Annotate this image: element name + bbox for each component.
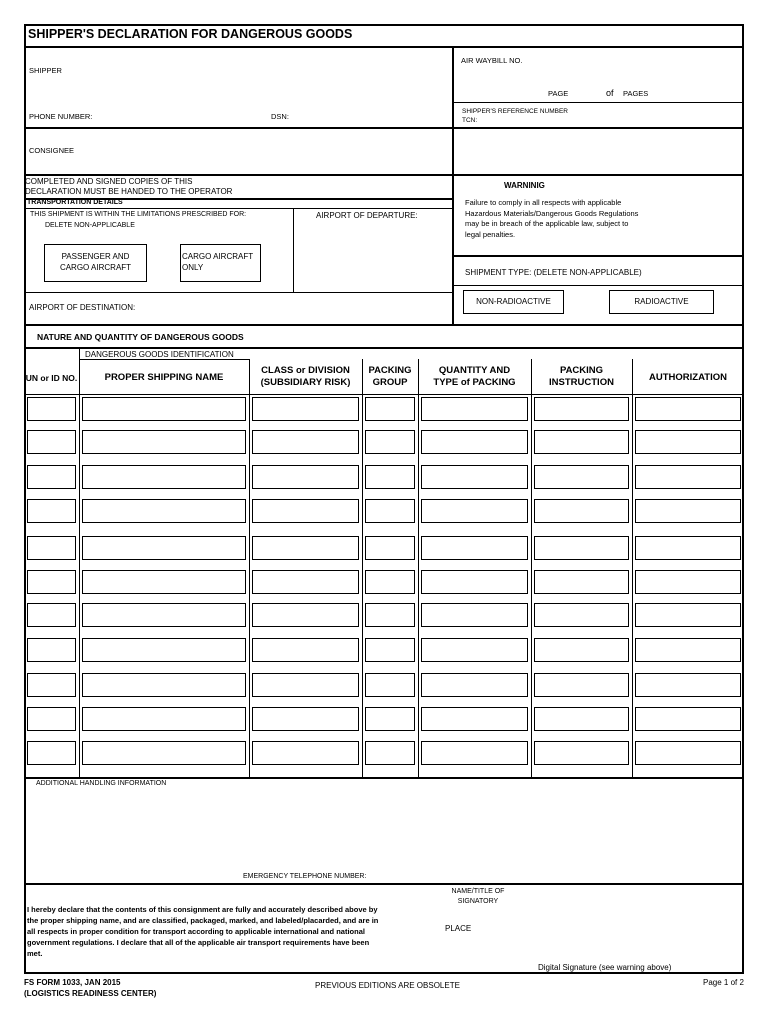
quantity-field[interactable] xyxy=(421,741,528,765)
declaration-line: I hereby declare that the contents of this consignment are fully and accurately described above by xyxy=(27,905,378,914)
completed-line: DECLARATION MUST BE HANDED TO THE OPERATOR xyxy=(25,187,233,196)
divider xyxy=(79,359,249,360)
packing-instruction-field[interactable] xyxy=(534,603,629,627)
un-id-field[interactable] xyxy=(27,570,76,594)
col-packing-instruction xyxy=(531,365,632,389)
warning-title: WARNINIG xyxy=(504,181,545,190)
un-id-field[interactable] xyxy=(27,499,76,523)
divider xyxy=(24,777,744,779)
un-id-field[interactable] xyxy=(27,536,76,560)
airport-departure-label: AIRPORT OF DEPARTURE: xyxy=(316,211,418,220)
declaration-text xyxy=(27,904,378,959)
column-divider xyxy=(418,359,419,777)
cargo-line: CARGO AIRCRAFT xyxy=(182,252,254,261)
phone-label: PHONE NUMBER: xyxy=(29,112,93,121)
authorization-field[interactable] xyxy=(635,638,741,662)
quantity-field[interactable] xyxy=(421,465,528,489)
col-class-line: CLASS or DIVISION xyxy=(261,365,350,376)
divider xyxy=(452,255,744,257)
packing-group-field[interactable] xyxy=(365,536,415,560)
consignee-label: CONSIGNEE xyxy=(29,146,75,155)
un-id-field[interactable] xyxy=(27,430,76,454)
authorization-field[interactable] xyxy=(635,397,741,421)
un-id-field[interactable] xyxy=(27,673,76,697)
warning-line: Failure to comply in all respects with applicable xyxy=(465,198,622,207)
class-field[interactable] xyxy=(252,570,359,594)
dg-identification-label: DANGEROUS GOODS IDENTIFICATION xyxy=(85,350,234,359)
shipper-ref-label: SHIPPER'S REFERENCE NUMBER xyxy=(462,108,568,115)
packing-instruction-field[interactable] xyxy=(534,638,629,662)
divider xyxy=(24,292,452,293)
airport-destination-label: AIRPORT OF DESTINATION: xyxy=(29,303,136,312)
packing-group-field[interactable] xyxy=(365,570,415,594)
column-divider xyxy=(362,359,363,777)
packing-group-field[interactable] xyxy=(365,603,415,627)
name-title-line: NAME/TITLE OF xyxy=(451,888,505,895)
col-class xyxy=(249,365,362,389)
un-id-field[interactable] xyxy=(27,707,76,731)
cargo-line: ONLY xyxy=(182,263,204,272)
class-field[interactable] xyxy=(252,603,359,627)
divider xyxy=(452,285,744,286)
class-field[interactable] xyxy=(252,638,359,662)
emergency-phone-label: EMERGENCY TELEPHONE NUMBER: xyxy=(243,873,367,880)
page-number: Page 1 of 2 xyxy=(703,978,744,987)
passenger-cargo-option[interactable] xyxy=(44,244,147,282)
packing-group-field[interactable] xyxy=(365,707,415,731)
quantity-field[interactable] xyxy=(421,570,528,594)
name-title-label xyxy=(438,887,518,907)
tcn-label: TCN: xyxy=(462,117,478,124)
previous-editions: PREVIOUS EDITIONS ARE OBSOLETE xyxy=(315,981,460,990)
col-packing-instruction-line: INSTRUCTION xyxy=(549,377,614,388)
proper-name-field[interactable] xyxy=(82,465,246,489)
un-id-field[interactable] xyxy=(27,397,76,421)
authorization-field[interactable] xyxy=(635,430,741,454)
additional-handling-label: ADDITIONAL HANDLING INFORMATION xyxy=(36,780,167,787)
class-field[interactable] xyxy=(252,536,359,560)
digital-signature-label[interactable]: Digital Signature (see warning above) xyxy=(538,963,672,972)
shipment-type-label: SHIPMENT TYPE: (DELETE NON-APPLICABLE) xyxy=(465,268,642,277)
packing-instruction-field[interactable] xyxy=(534,536,629,560)
packing-group-field[interactable] xyxy=(365,397,415,421)
warning-line: may be in breach of the applicable law, subject to xyxy=(465,219,629,228)
delete-label: DELETE NON-APPLICABLE xyxy=(45,222,135,229)
of-label: of xyxy=(606,88,614,98)
class-field[interactable] xyxy=(252,465,359,489)
quantity-field[interactable] xyxy=(421,397,528,421)
divider xyxy=(293,208,294,292)
col-packing-group xyxy=(362,365,418,389)
form-title: SHIPPER'S DECLARATION FOR DANGEROUS GOODS xyxy=(28,27,353,41)
packing-instruction-field[interactable] xyxy=(534,707,629,731)
class-field[interactable] xyxy=(252,673,359,697)
packing-group-field[interactable] xyxy=(365,638,415,662)
declaration-line: the proper shipping name, and are classified, packaged, marked, and labeled/placarded, and are in xyxy=(27,916,379,925)
col-quantity xyxy=(418,365,531,389)
divider xyxy=(452,46,454,324)
authorization-field[interactable] xyxy=(635,603,741,627)
page-label: PAGE xyxy=(548,89,569,98)
col-packing-group-line: GROUP xyxy=(372,377,408,388)
authorization-field[interactable] xyxy=(635,741,741,765)
col-quantity-line: QUANTITY AND xyxy=(438,365,511,376)
place-label: PLACE xyxy=(445,924,472,933)
packing-instruction-field[interactable] xyxy=(534,673,629,697)
form-number xyxy=(24,977,156,999)
packing-instruction-field[interactable] xyxy=(534,397,629,421)
divider xyxy=(24,127,744,129)
divider xyxy=(24,394,744,395)
nature-label: NATURE AND QUANTITY OF DANGEROUS GOODS xyxy=(37,332,244,342)
col-un-id: UN or ID NO. xyxy=(25,373,78,383)
class-field[interactable] xyxy=(252,741,359,765)
class-field[interactable] xyxy=(252,707,359,731)
divider xyxy=(24,883,744,885)
proper-name-field[interactable] xyxy=(82,707,246,731)
packing-instruction-field[interactable] xyxy=(534,465,629,489)
passenger-line: CARGO AIRCRAFT xyxy=(59,263,132,272)
divider xyxy=(24,208,452,209)
col-class-line: (SUBSIDIARY RISK) xyxy=(260,377,351,388)
completed-line: COMPLETED AND SIGNED COPIES OF THIS xyxy=(25,177,193,186)
within-limits-label: THIS SHIPMENT IS WITHIN THE LIMITATIONS PRESCRIBED FOR: xyxy=(30,211,247,218)
divider xyxy=(24,347,744,349)
declaration-line: government regulations. I declare that all of the applicable air transport requirements have been xyxy=(27,938,370,947)
column-divider xyxy=(531,359,532,777)
un-id-field[interactable] xyxy=(27,603,76,627)
column-divider xyxy=(79,347,80,777)
quantity-field[interactable] xyxy=(421,638,528,662)
authorization-field[interactable] xyxy=(635,499,741,523)
packing-group-field[interactable] xyxy=(365,673,415,697)
column-divider xyxy=(632,359,633,777)
quantity-field[interactable] xyxy=(421,536,528,560)
proper-name-field[interactable] xyxy=(82,603,246,627)
shipper-label: SHIPPER xyxy=(29,66,62,75)
warning-text xyxy=(465,198,638,240)
pages-label: PAGES xyxy=(623,89,649,98)
proper-name-field[interactable] xyxy=(82,430,246,454)
col-packing-instruction-line: PACKING xyxy=(559,365,604,376)
packing-instruction-field[interactable] xyxy=(534,430,629,454)
quantity-field[interactable] xyxy=(421,499,528,523)
proper-name-field[interactable] xyxy=(82,741,246,765)
authorization-field[interactable] xyxy=(635,673,741,697)
proper-name-field[interactable] xyxy=(82,536,246,560)
quantity-field[interactable] xyxy=(421,673,528,697)
name-title-line: SIGNATORY xyxy=(457,898,499,905)
form-number-line: FS FORM 1033, JAN 2015 xyxy=(24,978,121,987)
divider xyxy=(24,174,744,176)
authorization-field[interactable] xyxy=(635,536,741,560)
packing-group-field[interactable] xyxy=(365,465,415,489)
cargo-only-option[interactable] xyxy=(180,244,261,282)
form-center-line: (LOGISTICS READINESS CENTER) xyxy=(24,989,157,998)
proper-name-field[interactable] xyxy=(82,673,246,697)
quantity-field[interactable] xyxy=(421,707,528,731)
dsn-label: DSN: xyxy=(271,112,289,121)
warning-line: Hazardous Materials/Dangerous Goods Regulations xyxy=(465,208,639,218)
authorization-field[interactable] xyxy=(635,707,741,731)
divider xyxy=(452,102,744,103)
quantity-field[interactable] xyxy=(421,603,528,627)
packing-group-field[interactable] xyxy=(365,430,415,454)
packing-group-field[interactable] xyxy=(365,499,415,523)
col-quantity-line: TYPE of PACKING xyxy=(433,377,516,388)
un-id-field[interactable] xyxy=(27,465,76,489)
transport-details-label: TRANSPORTATION DETAILS xyxy=(27,199,123,206)
packing-group-field[interactable] xyxy=(365,741,415,765)
divider xyxy=(24,324,744,326)
declaration-line: all respects in proper condition for transport according to applicable international and national xyxy=(27,927,365,936)
un-id-field[interactable] xyxy=(27,741,76,765)
col-proper-name: PROPER SHIPPING NAME xyxy=(104,372,224,383)
completed-text xyxy=(25,177,232,197)
divider xyxy=(24,46,744,48)
radioactive-option[interactable]: RADIOACTIVE xyxy=(609,290,714,314)
packing-instruction-field[interactable] xyxy=(534,570,629,594)
column-divider xyxy=(249,359,250,777)
class-field[interactable] xyxy=(252,397,359,421)
authorization-field[interactable] xyxy=(635,465,741,489)
proper-name-field[interactable] xyxy=(82,499,246,523)
air-waybill-label: AIR WAYBILL NO. xyxy=(461,56,523,65)
col-packing-group-line: PACKING xyxy=(368,365,412,376)
col-authorization: AUTHORIZATION xyxy=(649,372,727,383)
un-id-field[interactable] xyxy=(27,638,76,662)
class-field[interactable] xyxy=(252,430,359,454)
proper-name-field[interactable] xyxy=(82,397,246,421)
passenger-line: PASSENGER AND xyxy=(61,252,130,261)
warning-line: legal penalties. xyxy=(465,229,516,239)
quantity-field[interactable] xyxy=(421,430,528,454)
declaration-line: met. xyxy=(27,949,43,958)
proper-name-field[interactable] xyxy=(82,638,246,662)
proper-name-field[interactable] xyxy=(82,570,246,594)
packing-instruction-field[interactable] xyxy=(534,499,629,523)
class-field[interactable] xyxy=(252,499,359,523)
packing-instruction-field[interactable] xyxy=(534,741,629,765)
non-radioactive-option[interactable]: NON-RADIOACTIVE xyxy=(463,290,564,314)
authorization-field[interactable] xyxy=(635,570,741,594)
